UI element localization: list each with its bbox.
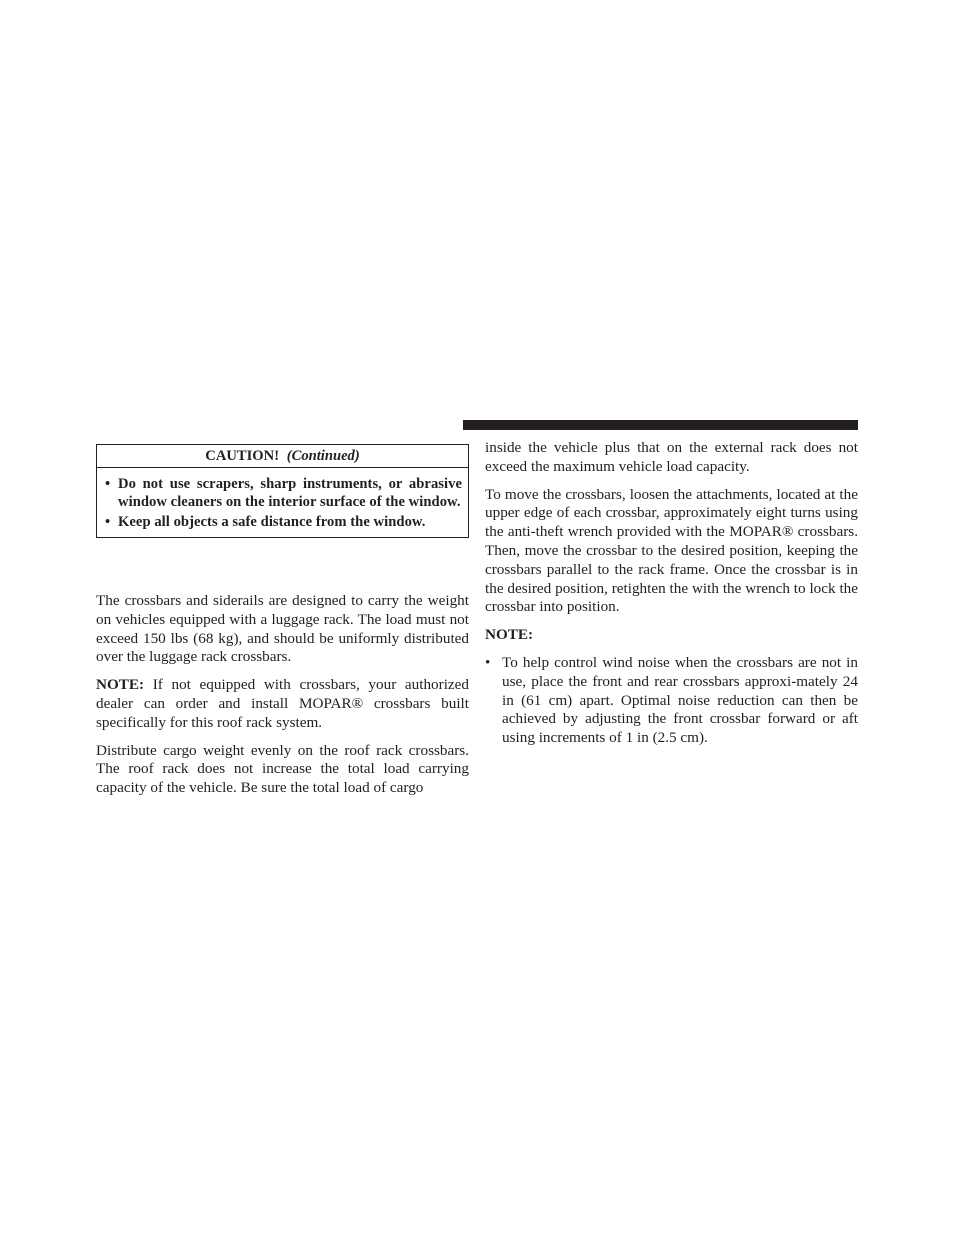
crossbars-load-paragraph: The crossbars and siderails are designed to carry the weight on vehicles equipped with a luggage rack. The load must not exceed 150 lbs (68 kg), and should be uniformly distributed over the luggage rack crossbars. <box>96 592 469 666</box>
continued-paragraph: inside the vehicle plus that on the external rack does not exceed the maximum vehicle load capacity. <box>485 439 858 475</box>
caution-list <box>97 468 468 538</box>
note-label: NOTE: <box>485 626 534 644</box>
bullet-icon: • <box>105 513 111 530</box>
note-label: NOTE: <box>96 676 145 694</box>
note-bullet-list <box>485 654 858 748</box>
bullet-icon: • <box>485 653 491 671</box>
caution-box <box>96 444 469 538</box>
right-column <box>485 439 858 748</box>
note-text: If not equipped with crossbars, your authorized dealer can order and install MOPAR® crossbars built specifically for this roof rack system. <box>96 676 469 731</box>
section-header-bar <box>463 420 858 430</box>
caution-item <box>105 513 462 532</box>
caution-item <box>105 475 462 512</box>
caution-header <box>97 445 468 468</box>
caution-item-text: Keep all objects a safe distance from the window. <box>118 513 426 530</box>
distribute-weight-paragraph: Distribute cargo weight evenly on the roof rack crossbars. The roof rack does not increase the total load carrying capacity of the vehicle. Be sure the total load of cargo <box>96 741 469 797</box>
list-item <box>485 654 858 748</box>
caution-item-text: Do not use scrapers, sharp instruments, or abrasive window cleaners on the interior surface of the window. <box>118 475 462 510</box>
move-crossbars-paragraph: To move the crossbars, loosen the attachments, located at the upper edge of each crossbar, approximately eight turns using the anti-theft wrench provided with the MOPAR® crossbars. Then, move the crossbar to the desired position, keeping the crossbars parallel to the rack frame. Once the crossbar is in the desired position, retighten the with the wrench to lock the crossbar into position. <box>485 485 858 616</box>
left-column <box>96 592 469 807</box>
caution-label: CAUTION! <box>205 448 280 464</box>
caution-continued: (Continued) <box>286 448 360 464</box>
note-paragraph <box>96 676 469 732</box>
bullet-icon: • <box>105 475 111 492</box>
list-item-text: To help control wind noise when the crossbars are not in use, place the front and rear crossbars approxi-mately 24 in (61 cm) apart. Optimal noise reduction can then be achieved by adjusting the front crossbar forward or aft using increments of 1 in (2.5 cm). <box>502 653 858 747</box>
